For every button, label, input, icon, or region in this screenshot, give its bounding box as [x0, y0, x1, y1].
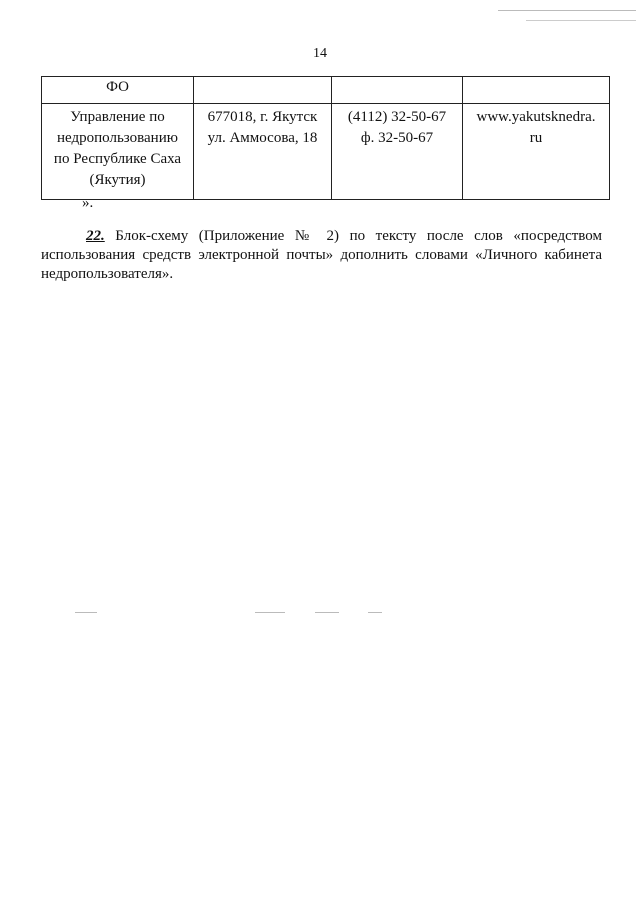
item-number: 22. — [86, 228, 105, 244]
paragraph-text: Блок-схему (Приложение № 2) по тексту после слов «посредством использования средств электронной почты» дополнить словами «Личного кабинета недропользователя». — [41, 228, 602, 282]
table-cell: ФО — [42, 77, 194, 104]
organization-name: Управление по недропользованию по Республике Саха (Якутия) — [53, 109, 182, 188]
scan-mark — [315, 612, 339, 613]
scan-mark — [526, 20, 636, 21]
organization-cell — [42, 104, 194, 200]
phone-fax: (4112) 32-50-67 ф. 32-50-67 — [347, 109, 447, 146]
table-cell — [194, 77, 332, 104]
scan-mark — [498, 10, 636, 11]
table-header-row — [42, 77, 610, 104]
address: 677018, г. Якутск ул. Аммосова, 18 — [207, 109, 318, 146]
phone-cell — [332, 104, 463, 200]
amendment-paragraph — [41, 227, 602, 284]
website-cell — [463, 104, 610, 200]
scan-mark — [368, 612, 382, 613]
page-number: 14 — [313, 46, 327, 61]
address-cell — [194, 104, 332, 200]
table-row — [42, 104, 610, 200]
scan-mark — [75, 612, 97, 613]
website: www.yakutsknedra. ru — [476, 109, 596, 146]
scan-mark — [255, 612, 285, 613]
table-cell — [332, 77, 463, 104]
closing-quote: ». — [82, 195, 94, 211]
contacts-table — [41, 76, 610, 200]
table-cell — [463, 77, 610, 104]
